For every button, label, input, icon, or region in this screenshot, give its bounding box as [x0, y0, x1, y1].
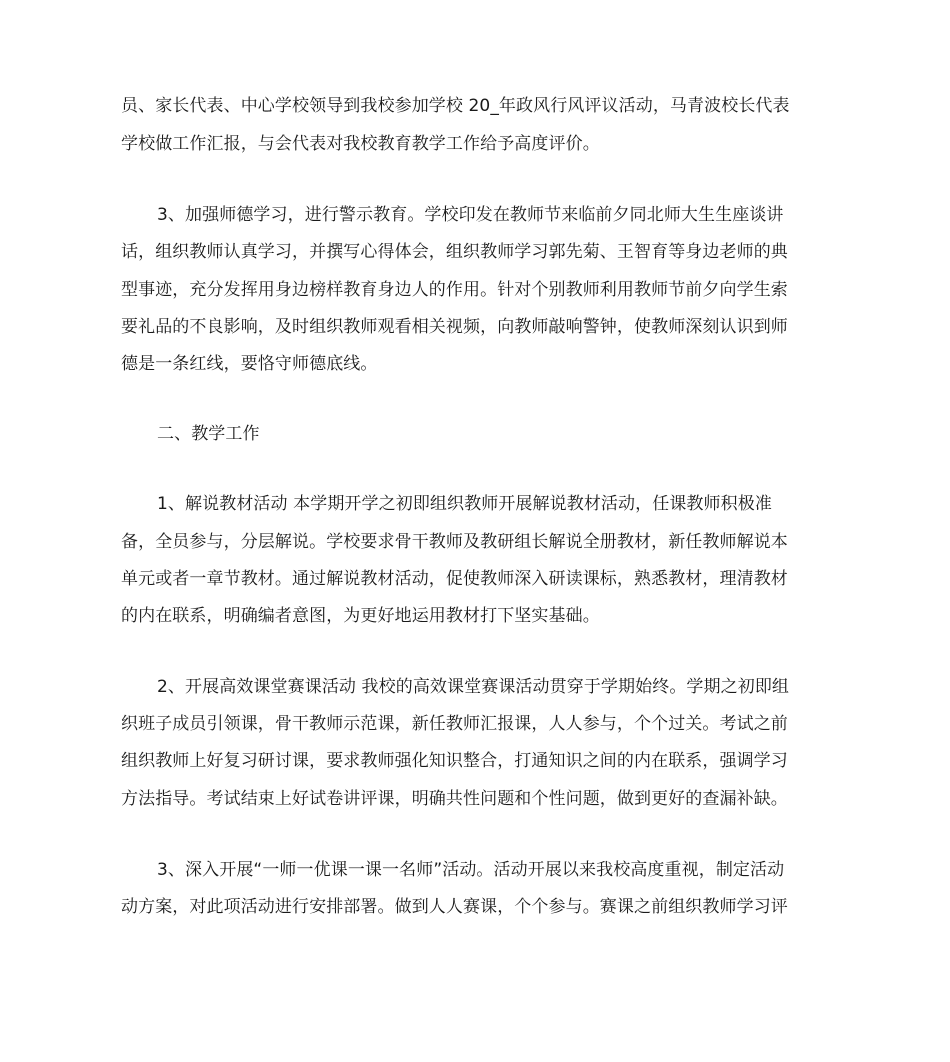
paragraph-line: 3、加强师德学习，进行警示教育。学校印发在教师节来临前夕同北师大生生座谈讲 [157, 205, 784, 225]
paragraph-line: 话，组织教师认真学习，并撰写心得体会，组织教师学习郭先菊、王智育等身边老师的典 [121, 242, 788, 262]
paragraph-line: 单元或者一章节教材。通过解说教材活动，促使教师深入研读课标，熟悉教材，理清教材 [121, 569, 788, 589]
paragraph-line: 的内在联系，明确编者意图，为更好地运用教材打下坚实基础。 [121, 606, 600, 626]
paragraph-line: 员、家长代表、中心学校领导到我校参加学校 20_年政风行风评议活动，马青波校长代表 [121, 96, 790, 116]
paragraph-line: 方法指导。考试结束上好试卷讲评课，明确共性问题和个性问题，做到更好的查漏补缺。 [121, 789, 788, 809]
paragraph-line: 2、开展高效课堂赛课活动 我校的高效课堂赛课活动贯穿于学期始终。学期之初即组 [157, 677, 790, 697]
paragraph-line: 动方案，对此项活动进行安排部署。做到人人赛课，个个参与。赛课之前组织教师学习评 [121, 897, 788, 917]
paragraph-line: 学校做工作汇报，与会代表对我校教育教学工作给予高度评价。 [121, 134, 600, 154]
section-heading: 二、教学工作 [157, 424, 260, 444]
paragraph-line: 备，全员参与，分层解说。学校要求骨干教师及教研组长解说全册教材，新任教师解说本 [121, 532, 788, 552]
paragraph-line: 织班子成员引领课，骨干教师示范课，新任教师汇报课，人人参与，个个过关。考试之前 [121, 714, 788, 734]
paragraph-line: 型事迹，充分发挥用身边榜样教育身边人的作用。针对个别教师利用教师节前夕向学生索 [121, 280, 788, 300]
paragraph-line: 要礼品的不良影响，及时组织教师观看相关视频，向教师敲响警钟，使教师深刻认识到师 [121, 317, 788, 337]
paragraph-line: 3、深入开展“一师一优课一课一名师”活动。活动开展以来我校高度重视，制定活动 [157, 860, 785, 880]
paragraph-line: 组织教师上好复习研讨课，要求教师强化知识整合，打通知识之间的内在联系，强调学习 [121, 751, 788, 771]
paragraph-line: 1、解说教材活动 本学期开学之初即组织教师开展解说教材活动，任课教师积极准 [157, 494, 772, 514]
paragraph-line: 德是一条红线，要恪守师德底线。 [121, 354, 378, 374]
